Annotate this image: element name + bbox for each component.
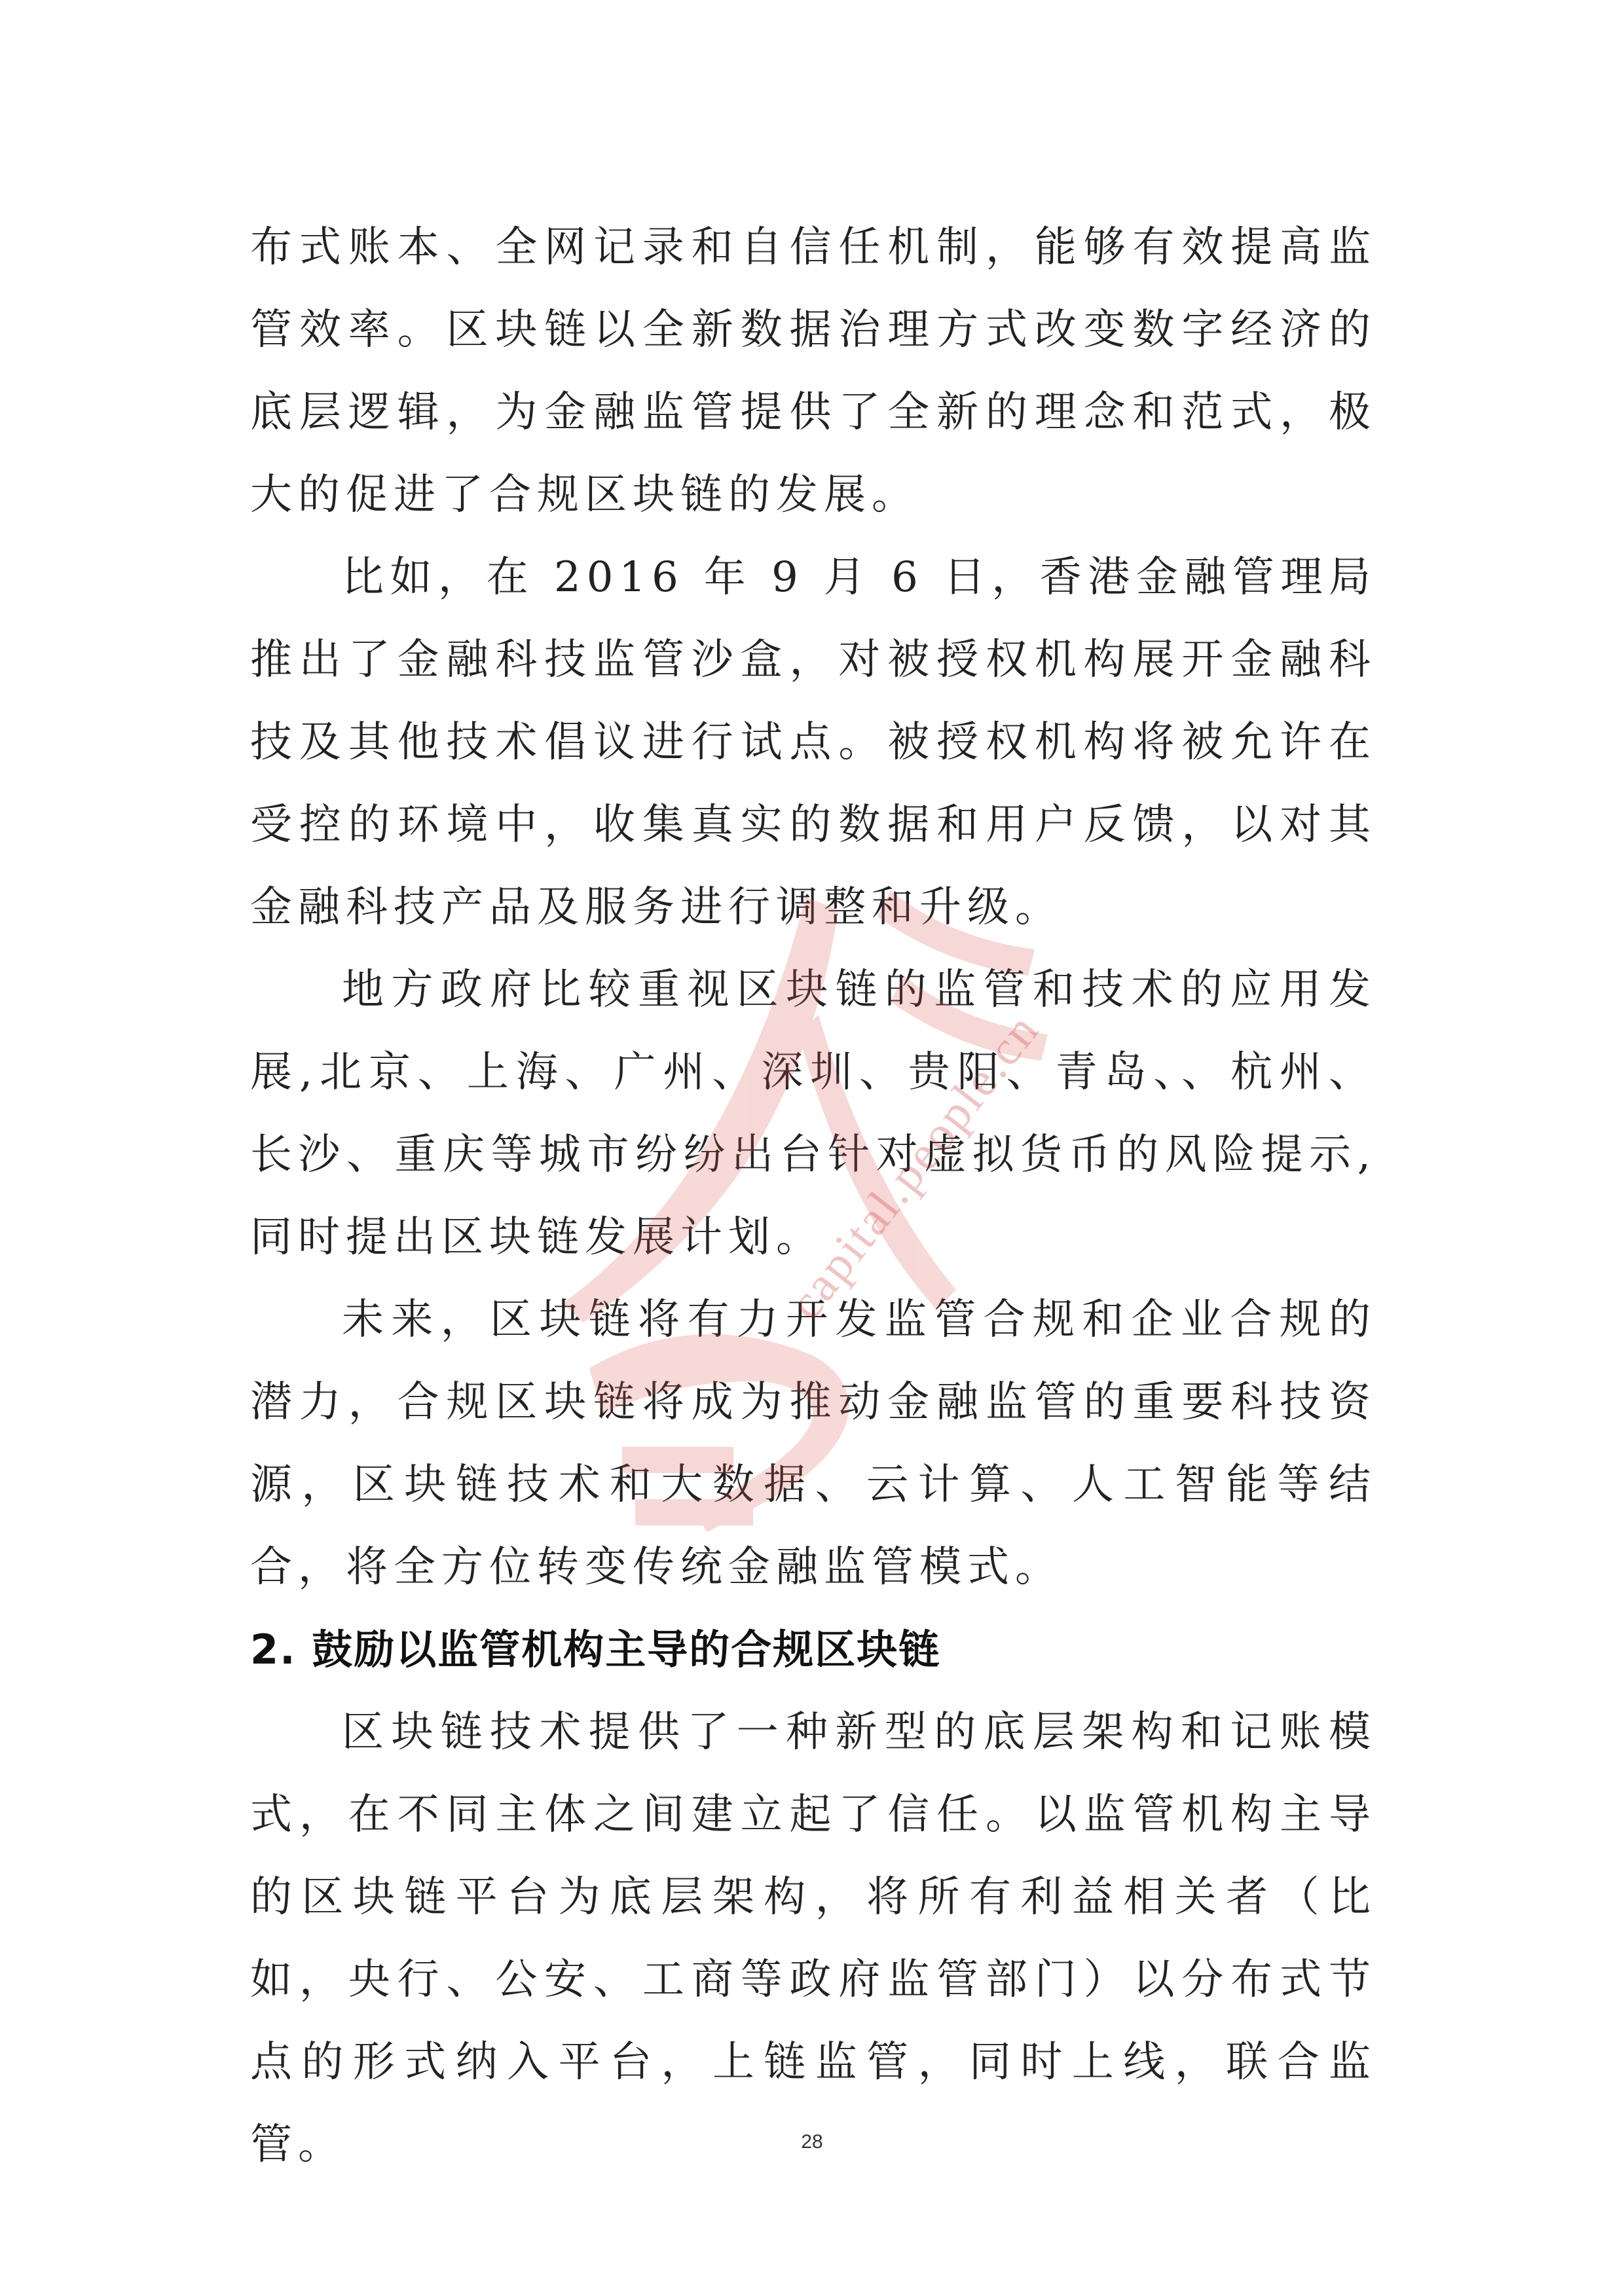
watermark-url: capital.people.cn: [778, 1002, 1050, 1330]
paragraph-3: 地方政府比较重视区块链的监管和技术的应用发展,北京、上海、广州、深圳、贵阳、青岛、、杭州、长沙、重庆等城市纷纷出台针对虚拟货币的风险提示,同时提出区块链发展计划。: [250, 966, 1376, 1262]
page-number: 28: [801, 2131, 823, 2153]
paragraph-1: 布式账本、全网记录和自信任机制，能够有效提高监管效率。区块链以全新数据治理方式改变数字经济的底层逻辑，为金融监管提供了全新的理念和范式，极大的促进了合规区块链的发展。: [250, 223, 1376, 519]
paragraph-4: 未来，区块链将有力开发监管合规和企业合规的潜力，合规区块链将成为推动金融监管的重要科技资源，区块链技术和大数据、云计算、人工智能等结合，将全方位转变传统金融监管模式。: [250, 1296, 1376, 1592]
paragraph-5: 区块链技术提供了一种新型的底层架构和记账模式，在不同主体之间建立起了信任。以监管机构主导的区块链平台为底层架构，将所有利益相关者（比如，央行、公安、工商等政府监管部门）以分布式节点的形式纳入平台，上链监管，同时上线，联合监管。: [250, 1708, 1376, 2169]
body-text: [250, 206, 1376, 2186]
paragraph-2: 比如，在 2016 年 9 月 6 日，香港金融管理局推出了金融科技监管沙盒，对被授权机构展开金融科技及其他技术倡议进行试点。被授权机构将被允许在受控的环境中，收集真实的数据和用户反馈，以对其金融科技产品及服务进行调整和升级。: [250, 553, 1376, 932]
section-heading: 2. 鼓励以监管机构主导的合规区块链: [250, 1626, 941, 1673]
